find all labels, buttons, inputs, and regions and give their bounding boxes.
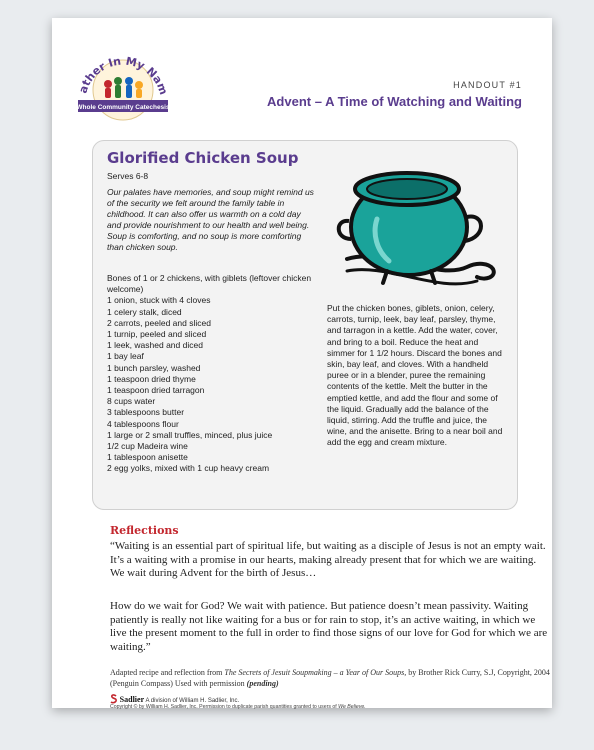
page-title: Advent – A Time of Watching and Waiting: [267, 94, 522, 109]
ingredient-item: 2 egg yolks, mixed with 1 cup heavy cream: [107, 463, 270, 474]
ingredient-item: 1 bunch parsley, washed: [107, 362, 201, 373]
ingredient-item: 1 teaspoon dried thyme: [107, 373, 196, 384]
recipe-intro: Our palates have memories, and soup might remind us of the security we felt around the family table in childhood. It can also offer us warmth on a cold day and provide nourishment to our health and well being. Soup is comforting, and no soup is more comforting than chicken soup.: [107, 187, 314, 252]
ingredient-item: Bones of 1 or 2 chickens, with giblets (leftover chicken welcome): [107, 273, 312, 295]
credit-prefix: Adapted recipe and reflection from: [110, 668, 225, 677]
ingredient-item: 1 teaspoon dried tarragon: [107, 385, 205, 396]
ingredient-item: 4 tablespoons flour: [107, 418, 179, 429]
ingredient-item: 1 bay leaf: [107, 351, 144, 362]
logo-arc-text: ather In My Nam: [76, 54, 171, 97]
sadlier-logo-text: Sadlier: [119, 695, 145, 704]
copyright-line: [110, 704, 366, 710]
ingredient-item: 3 tablespoons butter: [107, 407, 185, 418]
gather-in-my-name-logo: [68, 44, 178, 124]
reflection-paragraph-1: “Waiting is an essential part of spiritual life, but waiting as a disciple of Jesus is not an empty wait. It’s a waiting with a promise in our hearts, making already present that for which we are waiting. We wait during Advent for the birth of Jesus…: [110, 540, 546, 580]
soup-pot-icon: [327, 159, 507, 299]
ingredient-list: [107, 273, 317, 475]
recipe-title: Glorified Chicken Soup: [107, 149, 299, 167]
ingredient-item: 1 leek, washed and diced: [107, 340, 203, 351]
copyright-text: Copyright © by William H. Sadlier, Inc. Permission to duplicate parish quantities granted to users of: [110, 704, 339, 710]
reflection-paragraph-2: How do we wait for God? We wait with patience. But patience doesn’t mean passivity. Waiting patiently is really not like waiting for a bus or for rain to stop, it’s an active waiting, in which we live the present moment to the full in order to find those signs of our love for God for which we are waiting.”: [110, 600, 548, 653]
ingredient-item: 8 cups water: [107, 396, 156, 407]
recipe-serves: Serves 6-8: [107, 171, 149, 181]
ingredient-item: 1 tablespoon anisette: [107, 452, 188, 463]
sadlier-footer: [110, 694, 239, 704]
copyright-brand: We Believe.: [338, 704, 366, 710]
ingredient-item: 1 turnip, peeled and sliced: [107, 329, 207, 340]
credit-pending: (pending): [246, 678, 279, 688]
ingredient-item: 1/2 cup Madeira wine: [107, 441, 188, 452]
ingredient-item: 1 large or 2 small truffles, minced, plus juice: [107, 429, 273, 440]
credit-book-title: The Secrets of Jesuit Soupmaking – a Year of Our Soups,: [224, 668, 407, 677]
credit-middle: by Brother Rick Curry, S.J, Copyright, 2004 (Penguin Compass) Used with permission: [110, 668, 550, 688]
recipe-card: [92, 140, 518, 510]
sadlier-tagline: A division of William H. Sadlier, Inc.: [145, 698, 240, 704]
source-credit: [110, 668, 550, 689]
recipe-directions: Put the chicken bones, giblets, onion, celery, carrots, turnip, leek, bay leaf, parsley, thyme, and tarragon in a kettle. Add the water, cover, and bring to a boil. Reduce the heat and simmer for 1 1/2 hours. Discard the bones and skin, bay leaf, and cloves. With a handheld puree or in a blender, puree the remaining contents of the kettle. Melt the butter in the emptied kettle, and add the flour and some of the liquid. Gradually add the balance of the liquid, stirring. Add the truffle and juice, the wine, and the anisette. Bring to a near boil and add the egg and cream mixture.: [327, 303, 503, 448]
ingredient-item: 1 onion, stuck with 4 cloves: [107, 295, 211, 306]
handout-number: HANDOUT #1: [453, 80, 522, 90]
ingredient-item: 2 carrots, peeled and sliced: [107, 317, 211, 328]
reflections-heading: Reflections: [110, 524, 179, 537]
handout-page: [52, 18, 552, 708]
ingredient-item: 1 celery stalk, diced: [107, 306, 182, 317]
logo-banner-text: Whole Community Catechesis: [76, 104, 170, 111]
